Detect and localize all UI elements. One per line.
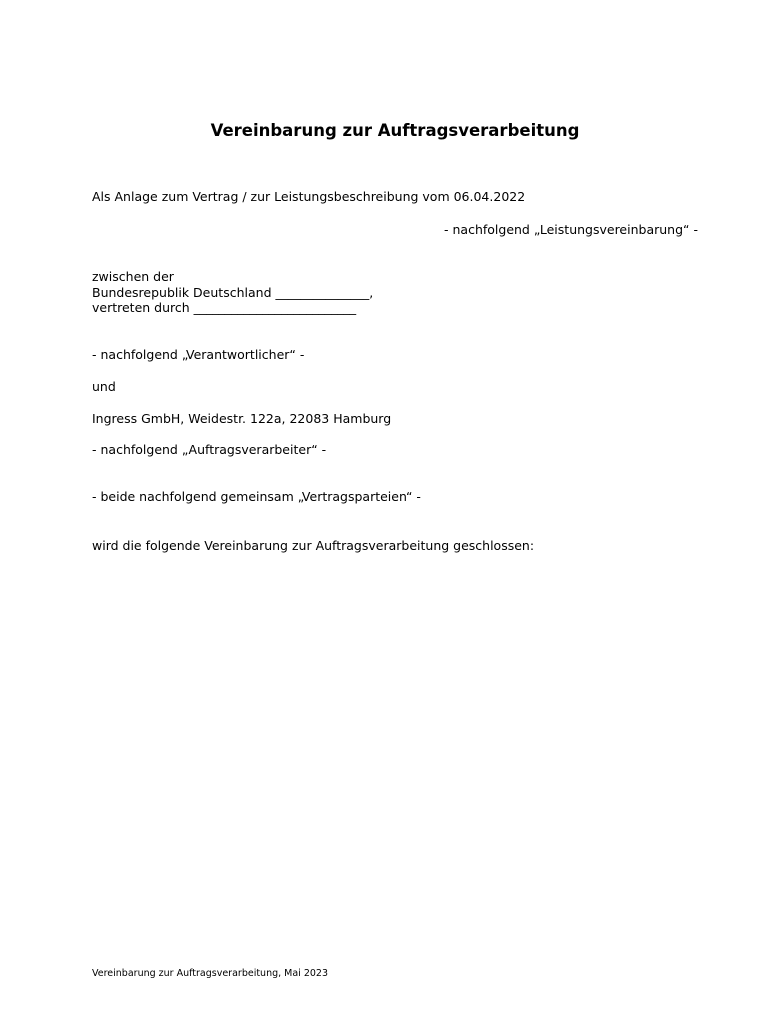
party2-name: Ingress GmbH, Weidestr. 122a, 22083 Hamburg bbox=[92, 411, 392, 426]
party1-represented: vertreten durch __________________________ bbox=[92, 300, 357, 315]
document-title: Vereinbarung zur Auftragsverarbeitung bbox=[210, 121, 580, 140]
parties-alias: - beide nachfolgend gemeinsam „Vertragsparteien“ - bbox=[92, 489, 421, 504]
page-footer: Vereinbarung zur Auftragsverarbeitung, Mai 2023 bbox=[92, 968, 329, 979]
closing-text: wird die folgende Vereinbarung zur Auftragsverarbeitung geschlossen: bbox=[92, 538, 535, 553]
intro-alias: - nachfolgend „Leistungsvereinbarung“ - bbox=[444, 222, 698, 237]
between-text: zwischen der bbox=[92, 269, 174, 284]
intro-text: Als Anlage zum Vertrag / zur Leistungsbeschreibung vom 06.04.2022 bbox=[92, 189, 526, 204]
party2-alias: - nachfolgend „Auftragsverarbeiter“ - bbox=[92, 442, 327, 457]
party1-name: Bundesrepublik Deutschland _______________, bbox=[92, 285, 374, 300]
party1-alias: - nachfolgend „Verantwortlicher“ - bbox=[92, 347, 305, 362]
and-text: und bbox=[92, 379, 116, 394]
